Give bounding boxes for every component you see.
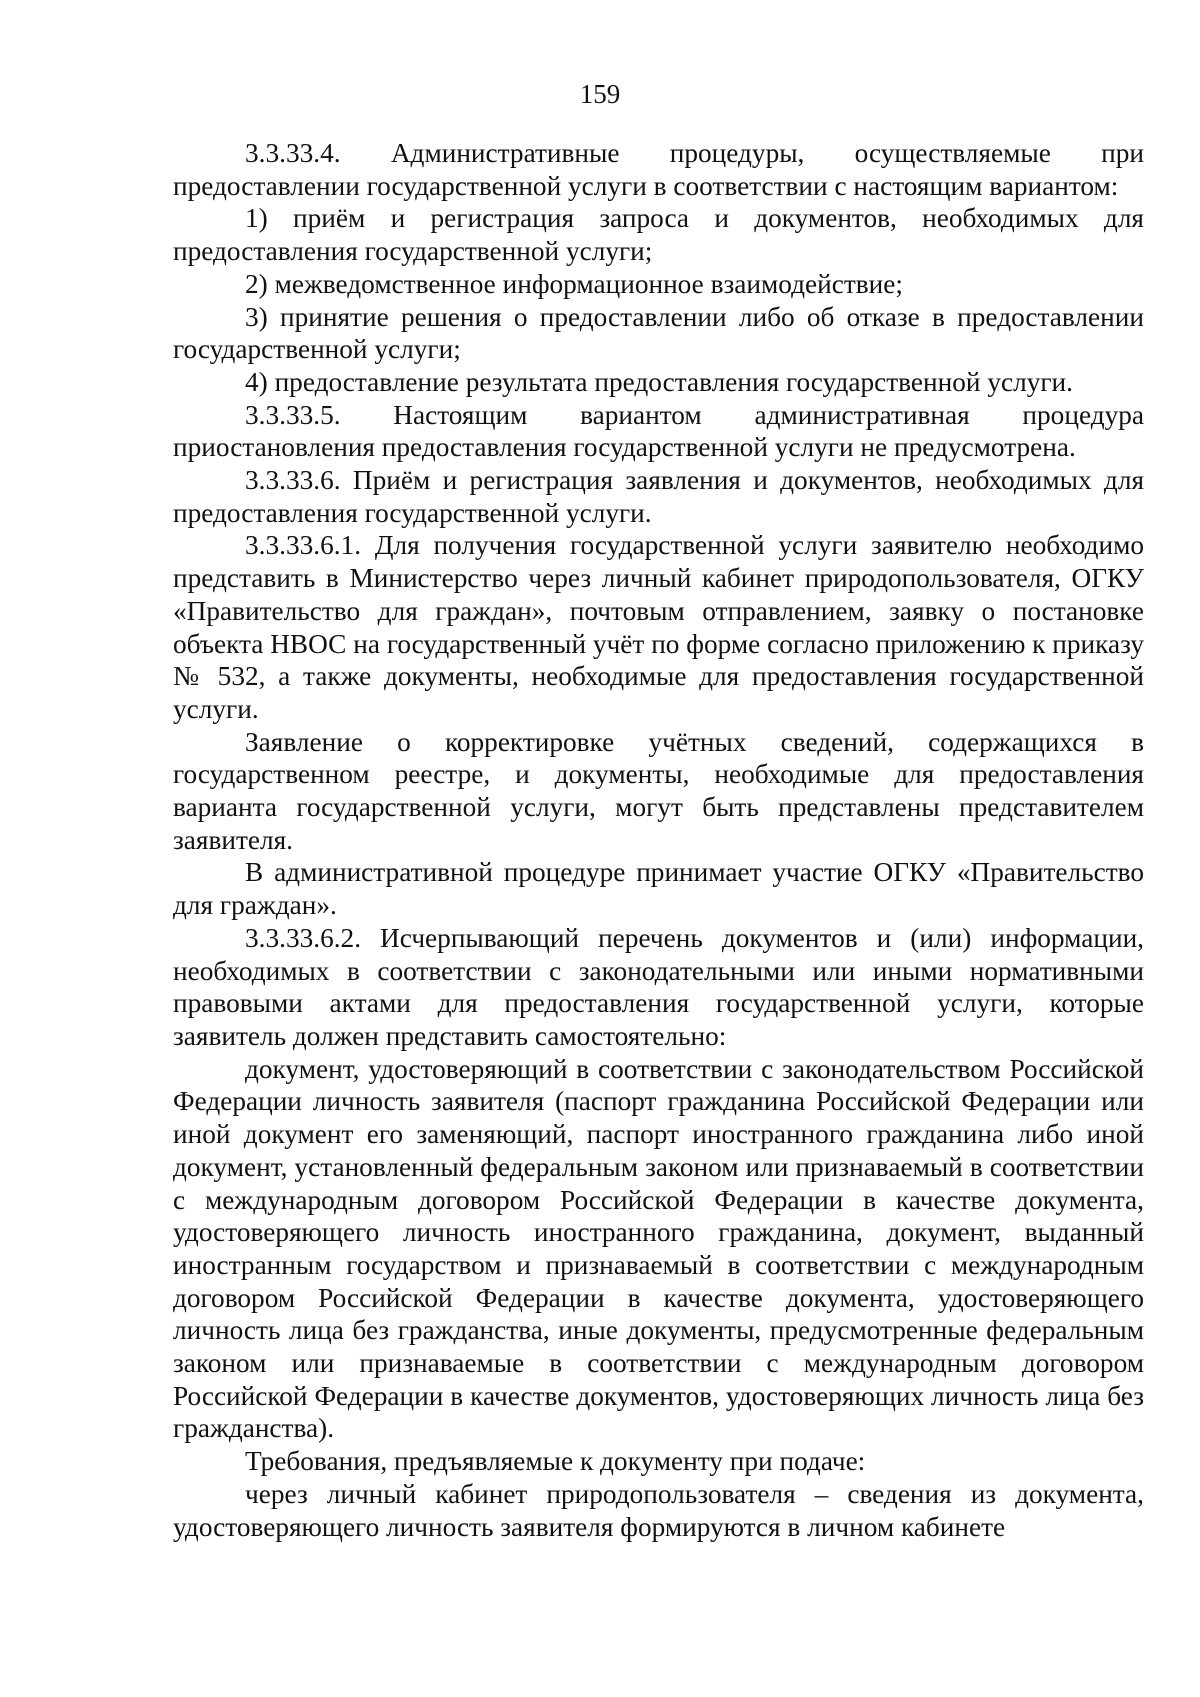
paragraph-ogku-participation: В административной процедуре принимает участие ОГКУ «Правительство для граждан». (173, 857, 1144, 921)
paragraph-3-3-33-6-2: 3.3.33.6.2. Исчерпывающий перечень документов и (или) информации, необходимых в соответствии с законодательными или иными нормативными правовыми актами для предоставления государственной услуги, которые заявитель должен представить самостоятельно: (173, 922, 1144, 1051)
list-item-2: 2) межведомственное информационное взаимодействие; (245, 268, 903, 299)
paragraph-3-3-33-4: 3.3.33.4. Административные процедуры, осуществляемые при предоставлении государственной услуги в соответствии с настоящим вариантом: (173, 138, 1144, 201)
paragraph-3-3-33-6-1: 3.3.33.6.1. Для получения государственной услуги заявителю необходимо представить в Министерство через личный кабинет природопользователя, ОГКУ «Правительство для граждан», почтовым отправлением, заявку о постановке объекта НВОС на государственный учёт по форме согласно приложению к приказу № 532, а также документы, необходимые для предоставления государственной услуги. (173, 530, 1144, 724)
paragraph-identity-document: документ, удостоверяющий в соответствии с законодательством Российской Федерации личность заявителя (паспорт гражданина Российской Федерации или иной документ его заменяющий, паспорт иностранного гражданина либо иной документ, установленный федеральным законом или признаваемый в соответствии с международным договором Российской Федерации в качестве документа, удостоверяющего личность иностранного гражданина, документ, выданный иностранным государством и признаваемый в соответствии с международным договором Российской Федерации в качестве документа, удостоверяющего личность лица без гражданства, иные документы, предусмотренные федеральным законом или признаваемые в соответствии с международным договором Российской Федерации в качестве документов, удостоверяющих личность лица без гражданства). (173, 1053, 1144, 1444)
list-item-4: 4) предоставление результата предоставления государственной услуги. (245, 366, 1073, 397)
page-number: 159 (579, 79, 621, 109)
paragraph-3-3-33-6: 3.3.33.6. Приём и регистрация заявления и документов, необходимых для предоставления государственной услуги. (173, 465, 1144, 528)
paragraph-3-3-33-5: 3.3.33.5. Настоящим вариантом административная процедура приостановления предоставления государственной услуги не предусмотрена. (173, 399, 1144, 463)
paragraph-personal-cabinet: через личный кабинет природопользователя – сведения из документа, удостоверяющего личность заявителя формируются в личном кабинете (173, 1478, 1144, 1542)
paragraph-application-correction: Заявление о корректировке учётных сведений, содержащихся в государственном реестре, и документы, необходимые для предоставления варианта государственной услуги, могут быть представлены представителем заявителя. (173, 726, 1144, 855)
list-item-3: 3) принятие решения о предоставлении либо об отказе в предоставлении государственной услуги; (173, 301, 1144, 365)
list-item-1: 1) приём и регистрация запроса и документов, необходимых для предоставления государственной услуги; (173, 203, 1144, 267)
document-body (173, 137, 1144, 1543)
paragraph-submission-requirements: Требования, предъявляемые к документу при подаче: (245, 1446, 866, 1477)
